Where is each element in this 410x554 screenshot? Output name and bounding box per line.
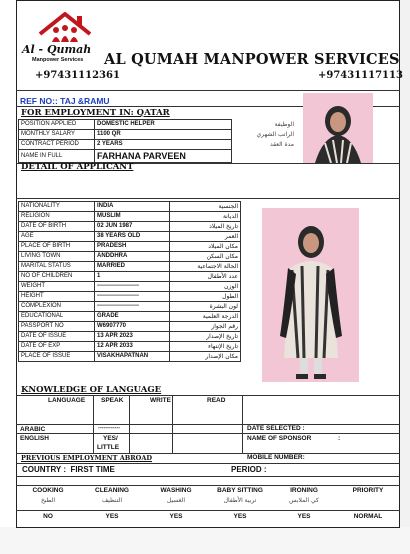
lang-english-value-2: LITTLE bbox=[97, 444, 120, 451]
skill-cleaning-label: CLEANING bbox=[95, 487, 129, 494]
weight-value: --------------------- bbox=[95, 282, 170, 292]
table-row bbox=[19, 150, 297, 163]
educational-label: EDUCATIONAL bbox=[19, 312, 95, 322]
marital-status-arabic: الحالة الاجتماعية bbox=[170, 262, 241, 272]
table-row bbox=[19, 242, 241, 252]
table-row bbox=[19, 140, 297, 150]
table-row bbox=[19, 202, 241, 212]
nationality-arabic: الجنسية bbox=[170, 202, 241, 212]
skill-washing-value: YES bbox=[169, 513, 183, 520]
company-name: AL QUMAH MANPOWER SERVICES bbox=[104, 51, 400, 68]
company-logo bbox=[22, 6, 100, 66]
page-bottom-gap bbox=[0, 527, 410, 554]
skill-ironing-arabic: كي الملابس bbox=[289, 497, 319, 504]
date-of-issue-label: DATE OF ISSUE bbox=[19, 332, 95, 342]
divider bbox=[93, 395, 94, 453]
passport-no-value: W6907770 bbox=[95, 322, 170, 332]
lang-col-language: LANGUAGE bbox=[48, 397, 86, 404]
date-of-birth-arabic: تاريخ الميلاد bbox=[170, 222, 241, 232]
place-of-issue-value: VISAKHAPATNAN bbox=[95, 352, 170, 362]
weight-arabic: الوزن bbox=[170, 282, 241, 292]
contract-label: CONTRACT PERIOD bbox=[19, 140, 95, 150]
height-arabic: الطول bbox=[170, 292, 241, 302]
divider bbox=[172, 395, 173, 453]
skill-cooking-arabic: الطبخ bbox=[40, 497, 56, 504]
divider bbox=[16, 198, 400, 199]
salary-label: MONTHLY SALARY bbox=[19, 130, 95, 140]
skill-priority-label: PRIORITY bbox=[352, 487, 384, 494]
place-of-birth-label: PLACE OF BIRTH bbox=[19, 242, 95, 252]
religion-label: RELIGION bbox=[19, 212, 95, 222]
employment-table bbox=[18, 119, 297, 163]
divider bbox=[16, 395, 400, 396]
name-label: NAME IN FULL bbox=[19, 150, 95, 163]
date-of-exp-value: 12 APR 2033 bbox=[95, 342, 170, 352]
skill-washing-label: WASHING bbox=[160, 487, 192, 494]
divider bbox=[242, 395, 243, 453]
nationality-label: NATIONALITY bbox=[19, 202, 95, 212]
divider bbox=[16, 485, 400, 486]
position-arabic: الوظيفة bbox=[274, 121, 294, 128]
living-town-label: LIVING TOWN bbox=[19, 252, 95, 262]
divider bbox=[129, 395, 130, 453]
applicant-photo-small bbox=[303, 93, 373, 163]
mobile-number-label: MOBILE NUMBER: bbox=[247, 454, 305, 461]
skill-ironing-value: YES bbox=[297, 513, 311, 520]
weight-label: WEIGHT bbox=[19, 282, 95, 292]
lang-arabic-label: ARABIC bbox=[20, 426, 46, 433]
complexion-label: COMPLEXION bbox=[19, 302, 95, 312]
height-label: HEIGHT bbox=[19, 292, 95, 302]
date-of-issue-value: 13 APR 2023 bbox=[95, 332, 170, 342]
language-heading: KNOWLEDGE OF LANGUAGE bbox=[21, 385, 162, 395]
table-row bbox=[19, 232, 241, 242]
skill-cleaning-value: YES bbox=[105, 513, 119, 520]
divider bbox=[16, 476, 400, 477]
date-of-exp-label: DATE OF EXP bbox=[19, 342, 95, 352]
applicant-photo-full bbox=[262, 208, 359, 382]
table-row bbox=[19, 252, 241, 262]
skill-cooking-label: COOKING bbox=[32, 487, 64, 494]
no-of-children-label: NO OF CHILDREN bbox=[19, 272, 95, 282]
phone-right: +97431117113 bbox=[318, 70, 403, 81]
skill-priority-value: NORMAL bbox=[353, 513, 383, 520]
marital-status-value: MARRIED bbox=[95, 262, 170, 272]
height-value: --------------------- bbox=[95, 292, 170, 302]
skill-ironing-label: IRONING bbox=[290, 487, 318, 494]
educational-arabic: الدرجة العلمية bbox=[170, 312, 241, 322]
lang-col-write: WRITE bbox=[150, 397, 171, 404]
skill-cooking-value: NO bbox=[43, 513, 53, 520]
educational-value: GRADE bbox=[95, 312, 170, 322]
phone-left: +97431112361 bbox=[35, 70, 120, 81]
position-label: POSITION APPLIED bbox=[19, 120, 95, 130]
date-of-birth-value: 02 JUN 1987 bbox=[95, 222, 170, 232]
age-label: AGE bbox=[19, 232, 95, 242]
religion-value: MUSLIM bbox=[95, 212, 170, 222]
table-row bbox=[19, 292, 241, 302]
age-arabic: العمر bbox=[170, 232, 241, 242]
logo-subtitle: Manpower Services bbox=[32, 57, 84, 63]
ref-number: REF NO:: TAJ &RAMU bbox=[20, 96, 110, 106]
skill-baby-sitting-value: YES bbox=[233, 513, 247, 520]
divider bbox=[16, 424, 400, 425]
table-row bbox=[19, 282, 241, 292]
place-of-birth-value: PRADESH bbox=[95, 242, 170, 252]
table-row bbox=[19, 120, 297, 130]
table-row bbox=[19, 312, 241, 322]
person-icon bbox=[303, 93, 373, 163]
table-row bbox=[19, 130, 297, 140]
lang-col-speak: SPEAK bbox=[101, 397, 124, 404]
table-row bbox=[19, 352, 241, 362]
living-town-value: ANDDHRA bbox=[95, 252, 170, 262]
table-row bbox=[19, 342, 241, 352]
contract-arabic: مدة العقد bbox=[270, 141, 294, 148]
salary-arabic: الراتب الشهري bbox=[256, 131, 294, 138]
lang-english-value-1: YES/ bbox=[103, 435, 118, 442]
complexion-arabic: لون البشرة bbox=[170, 302, 241, 312]
religion-arabic: الديانة bbox=[170, 212, 241, 222]
passport-no-arabic: رقم الجواز bbox=[170, 322, 241, 332]
lang-arabic-value: ------------ bbox=[98, 425, 120, 431]
divider bbox=[16, 433, 400, 434]
table-row bbox=[19, 222, 241, 232]
previous-employment-heading: PREVIOUS EMPLOYMENT ABROAD bbox=[21, 454, 152, 462]
table-row bbox=[19, 302, 241, 312]
lang-col-read: READ bbox=[207, 397, 226, 404]
position-value: DOMESTIC HELPER bbox=[95, 120, 232, 130]
date-selected-label: DATE SELECTED : bbox=[247, 425, 305, 432]
skill-baby-sitting-arabic: تربية الأطفال bbox=[223, 497, 257, 504]
marital-status-label: MARITAL STATUS bbox=[19, 262, 95, 272]
no-of-children-arabic: عدد الأطفال bbox=[170, 272, 241, 282]
date-of-exp-arabic: تاريخ الإنتهاء bbox=[170, 342, 241, 352]
page-edge bbox=[399, 0, 410, 554]
date-of-birth-label: DATE OF BIRTH bbox=[19, 222, 95, 232]
contract-value: 2 YEARS bbox=[95, 140, 232, 150]
living-town-arabic: مكان السكن bbox=[170, 252, 241, 262]
lang-english-label: ENGLISH bbox=[20, 435, 49, 442]
salary-value: 1100 QR bbox=[95, 130, 232, 140]
employment-heading: FOR EMPLOYMENT IN: QATAR bbox=[21, 108, 170, 118]
divider bbox=[16, 510, 400, 511]
logo-text: Al - Qumah bbox=[22, 43, 92, 56]
skill-cleaning-arabic: التنظيف bbox=[101, 497, 123, 504]
date-of-issue-arabic: تاريخ الإصدار bbox=[170, 332, 241, 342]
place-of-issue-label: PLACE OF ISSUE bbox=[19, 352, 95, 362]
place-of-issue-arabic: مكان الإصدار bbox=[170, 352, 241, 362]
no-of-children-value: 1 bbox=[95, 272, 170, 282]
person-icon bbox=[262, 208, 359, 382]
period-label: PERIOD : bbox=[231, 465, 267, 474]
applicant-details-table bbox=[18, 201, 241, 362]
applicant-heading: DETAIL OF APPLICANT bbox=[21, 162, 134, 172]
name-value: FARHANA PARVEEN bbox=[95, 150, 232, 163]
table-row bbox=[19, 322, 241, 332]
complexion-value: --------------------- bbox=[95, 302, 170, 312]
divider bbox=[16, 463, 400, 464]
table-row bbox=[19, 212, 241, 222]
table-row bbox=[19, 272, 241, 282]
divider bbox=[16, 90, 400, 91]
table-row bbox=[19, 332, 241, 342]
skill-baby-sitting-label: BABY SITTING bbox=[217, 487, 263, 494]
table-row bbox=[19, 262, 241, 272]
passport-no-label: PASSPORT NO bbox=[19, 322, 95, 332]
place-of-birth-arabic: مكان الميلاد bbox=[170, 242, 241, 252]
age-value: 38 YEARS OLD bbox=[95, 232, 170, 242]
nationality-value: INDIA bbox=[95, 202, 170, 212]
sponsor-name-label: NAME OF SPONSOR bbox=[247, 435, 312, 442]
sponsor-colon: : bbox=[338, 435, 341, 442]
skill-washing-arabic: الغسيل bbox=[166, 497, 186, 504]
country-label: COUNTRY : FIRST TIME bbox=[22, 465, 115, 474]
